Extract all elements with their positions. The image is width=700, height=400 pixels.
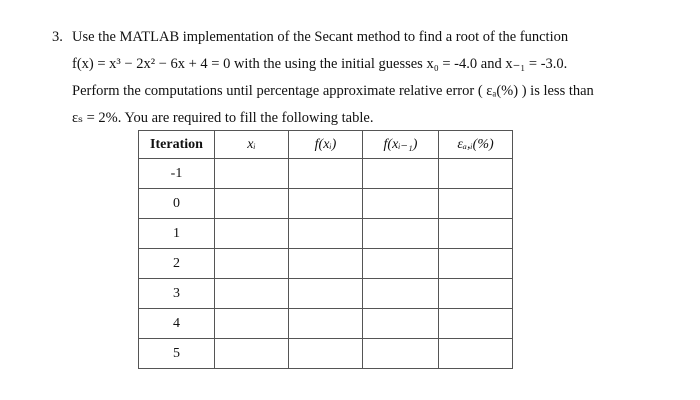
table-row: [139, 159, 513, 189]
empty-cell: [363, 189, 439, 219]
empty-cell: [439, 159, 513, 189]
problem-number: 3.: [52, 29, 63, 45]
empty-cell: [439, 189, 513, 219]
table-row: [139, 339, 513, 369]
header-f-x-i: f(xᵢ): [289, 131, 363, 159]
problem-text-line-4: εₛ = 2%. You are required to fill the following table.: [72, 110, 374, 126]
table-row: [139, 309, 513, 339]
empty-cell: [363, 279, 439, 309]
header-f-x-i-minus-1: f(xᵢ₋₁): [363, 131, 439, 159]
empty-cell: [363, 159, 439, 189]
empty-cell: [289, 309, 363, 339]
empty-cell: [439, 219, 513, 249]
table-row: [139, 189, 513, 219]
iteration-cell: 5: [139, 339, 215, 369]
iteration-cell: 4: [139, 309, 215, 339]
empty-cell: [439, 339, 513, 369]
empty-cell: [439, 309, 513, 339]
problem-text-line-1: Use the MATLAB implementation of the Secant method to find a root of the function: [72, 29, 569, 45]
iteration-cell: 1: [139, 219, 215, 249]
iteration-cell: -1: [139, 159, 215, 189]
empty-cell: [289, 189, 363, 219]
empty-cell: [215, 219, 289, 249]
problem-line-1: [52, 24, 692, 51]
empty-cell: [289, 219, 363, 249]
problem-text-line-3: Perform the computations until percentage approximate relative error ( εₐ(%) ) is less than: [72, 83, 594, 99]
empty-cell: [363, 309, 439, 339]
empty-cell: [289, 279, 363, 309]
empty-cell: [289, 159, 363, 189]
header-x-i: xᵢ: [215, 131, 289, 159]
problem-text-line-2: f(x) = x³ − 2x² − 6x + 4 = 0 with the using the initial guesses x₀ = -4.0 and x₋₁ = -3.0.: [72, 56, 568, 72]
header-error: εₐ,ᵢ(%): [439, 131, 513, 159]
empty-cell: [215, 189, 289, 219]
empty-cell: [439, 279, 513, 309]
header-iteration: Iteration: [139, 131, 215, 159]
empty-cell: [215, 249, 289, 279]
empty-cell: [289, 249, 363, 279]
empty-cell: [439, 249, 513, 279]
table-row: [139, 219, 513, 249]
table-header-row: [139, 131, 513, 159]
empty-cell: [215, 279, 289, 309]
results-table: [138, 130, 513, 369]
empty-cell: [215, 339, 289, 369]
empty-cell: [215, 309, 289, 339]
iteration-cell: 3: [139, 279, 215, 309]
table-row: [139, 249, 513, 279]
problem-statement: [52, 24, 692, 132]
table-row: [139, 279, 513, 309]
iteration-cell: 2: [139, 249, 215, 279]
empty-cell: [363, 219, 439, 249]
empty-cell: [215, 159, 289, 189]
iteration-cell: 0: [139, 189, 215, 219]
empty-cell: [289, 339, 363, 369]
empty-cell: [363, 249, 439, 279]
empty-cell: [363, 339, 439, 369]
